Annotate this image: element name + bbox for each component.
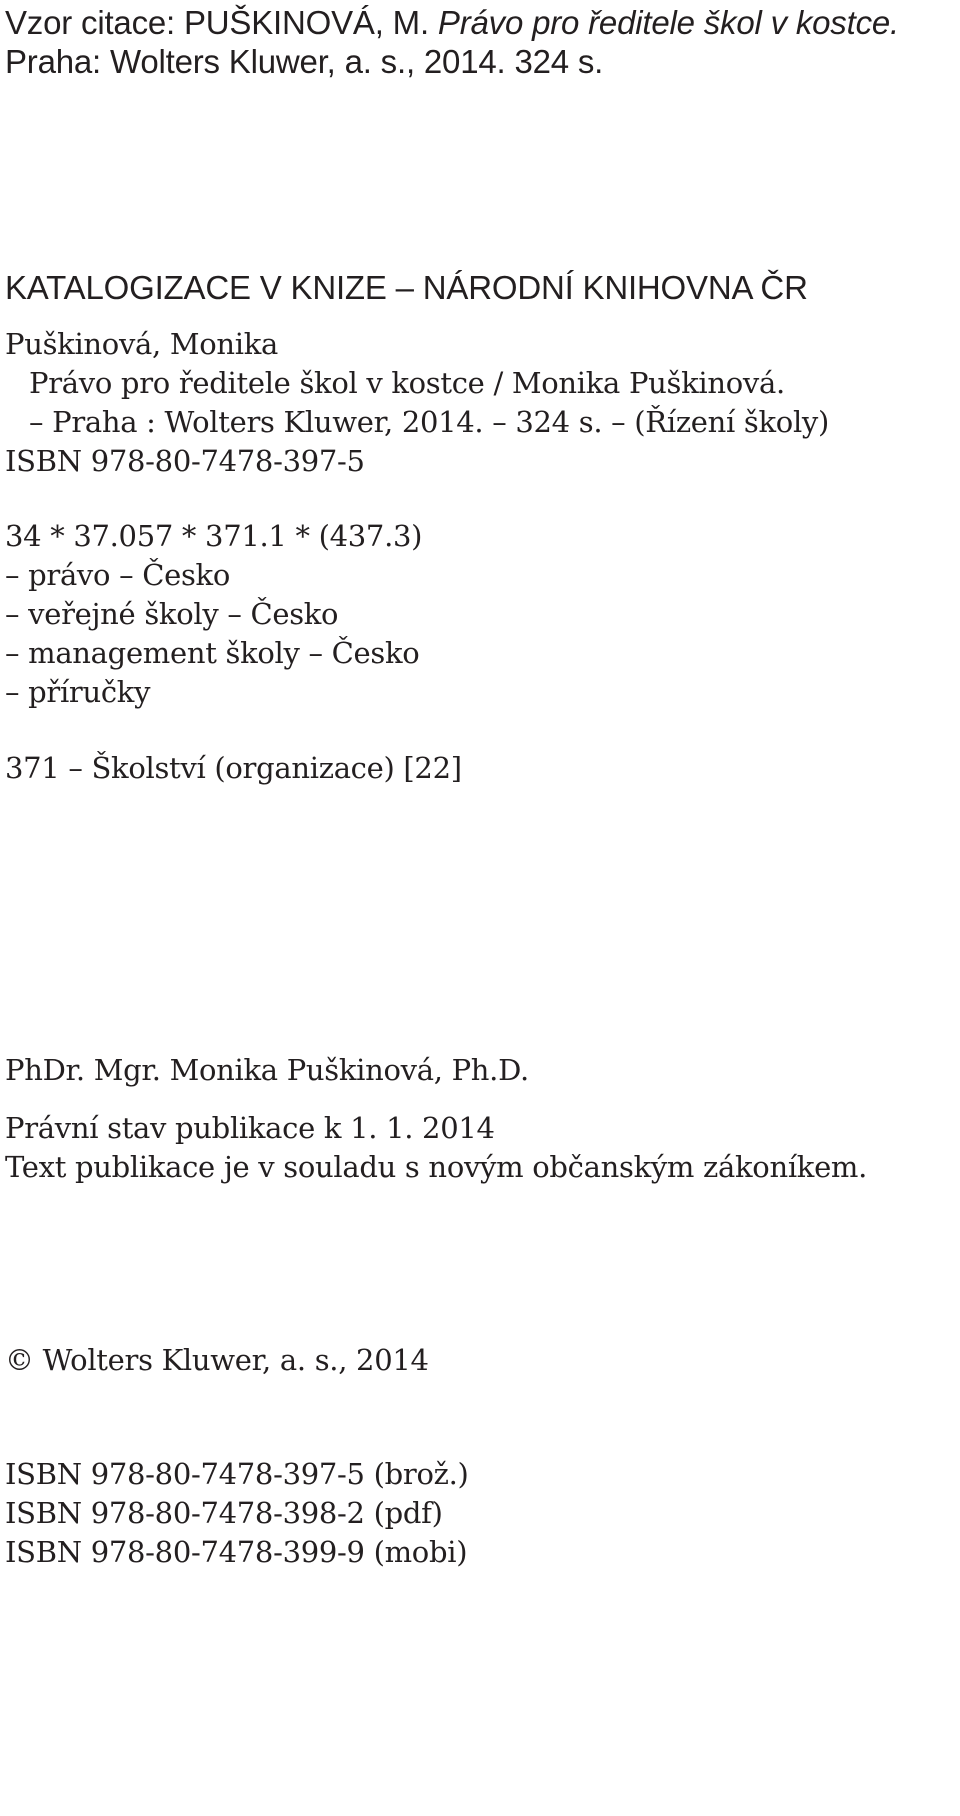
citation-line-1 [5,6,899,39]
citation-line-2: Praha: Wolters Kluwer, a. s., 2014. 324 s. [5,43,604,80]
cataloging-subject: – právo – Česko [5,558,230,592]
cataloging-classification: 34 * 37.057 * 371.1 * (437.3) [5,519,423,553]
cataloging-title: Právo pro ředitele škol v kostce / Monika Puškinová. [29,366,785,400]
cataloging-category: 371 – Školství (organizace) [22] [5,751,462,785]
legal-status-line-2: Text publikace je v souladu s novým občanským zákoníkem. [5,1150,868,1184]
cataloging-subject: – management školy – Česko [5,636,420,670]
citation-title: Právo pro ředitele škol v kostce. [437,4,899,41]
cataloging-subject: – veřejné školy – Česko [5,597,339,631]
cataloging-subject: – příručky [5,675,151,709]
isbn-entry: ISBN 978-80-7478-397-5 (brož.) [5,1457,469,1491]
cataloging-author: Puškinová, Monika [5,327,279,361]
legal-status-line-1: Právní stav publikace k 1. 1. 2014 [5,1111,495,1145]
isbn-entry: ISBN 978-80-7478-398-2 (pdf) [5,1496,443,1530]
isbn-entry: ISBN 978-80-7478-399-9 (mobi) [5,1535,468,1569]
citation-prefix: Vzor citace: PUŠKINOVÁ, M. [5,4,438,41]
cataloging-isbn: ISBN 978-80-7478-397-5 [5,444,365,478]
cataloging-heading: KATALOGIZACE V KNIZE – NÁRODNÍ KNIHOVNA ČR [5,269,808,306]
author-credit: PhDr. Mgr. Monika Puškinová, Ph.D. [5,1053,529,1087]
cataloging-publication: – Praha : Wolters Kluwer, 2014. – 324 s. – (Řízení školy) [29,405,830,439]
copyright-notice: © Wolters Kluwer, a. s., 2014 [5,1343,429,1377]
